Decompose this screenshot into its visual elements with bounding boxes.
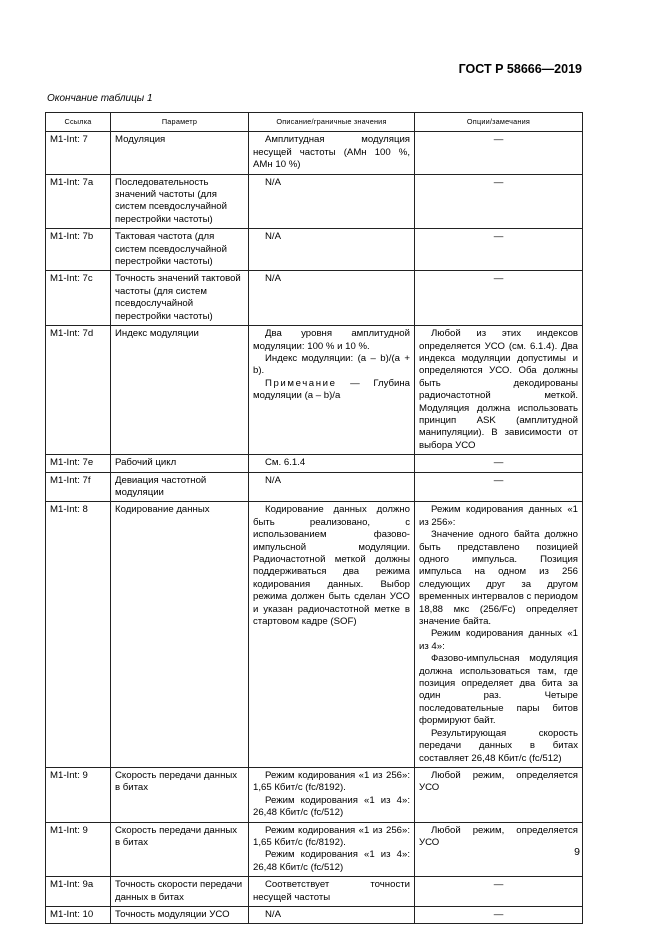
cell-options <box>415 326 583 455</box>
note-label: Примечание <box>265 377 337 389</box>
cell-parameter: Скорость передачи данных в битах <box>111 767 249 822</box>
cell-ref: M1-Int: 7d <box>46 326 111 455</box>
cell-description <box>249 767 415 822</box>
cell-ref: M1-Int: 9 <box>46 822 111 877</box>
options-paragraph: — <box>493 879 504 891</box>
options-paragraph: — <box>493 231 504 243</box>
note-text: — Глубина модуляции (a – b)/a <box>253 377 410 402</box>
cell-ref: M1-Int: 7c <box>46 271 111 326</box>
description-paragraph: Режим кодирования «1 из 4»: 26,48 Кбит/с (fc/512) <box>253 849 410 873</box>
cell-description <box>249 877 415 907</box>
options-paragraph: Фазово-импульсная модуляция должна использоваться там, где позиция определяет два бита за один раз. Четыре последовательные пары битов формируют байт. <box>419 653 578 727</box>
table-row <box>46 326 583 455</box>
cell-options <box>415 822 583 877</box>
cell-parameter: Кодирование данных <box>111 502 249 768</box>
cell-parameter: Индекс модуляции <box>111 326 249 455</box>
description-paragraph: N/A <box>265 231 281 243</box>
options-paragraph: — <box>493 457 504 469</box>
cell-parameter: Рабочий цикл <box>111 455 249 472</box>
cell-ref: M1-Int: 10 <box>46 906 111 923</box>
description-paragraph: Кодирование данных должно быть реализовано, с использованием фазово-импульсной модуляции. Радиочастотной меткой должны поддерживаться два режима кодирования данных. Выбор режима должен быть сделан УСО и указан радиочастотной метке в стартовом кадре (SOF) <box>253 504 410 628</box>
cell-ref: M1-Int: 7e <box>46 455 111 472</box>
cell-description <box>249 822 415 877</box>
cell-description <box>249 472 415 502</box>
cell-description <box>249 174 415 229</box>
table-body <box>46 132 583 924</box>
cell-options <box>415 906 583 923</box>
cell-ref: M1-Int: 7a <box>46 174 111 229</box>
options-paragraph: Режим кодирования данных «1 из 4»: <box>419 628 578 652</box>
cell-options <box>415 767 583 822</box>
options-paragraph: — <box>493 176 504 188</box>
cell-options <box>415 472 583 502</box>
options-paragraph: — <box>493 273 504 285</box>
cell-description <box>249 326 415 455</box>
spec-table <box>45 112 583 924</box>
description-paragraph: Амплитудная модуляция несущей частоты (АМн 100 %, АМн 10 %) <box>253 134 410 171</box>
table-row <box>46 229 583 271</box>
cell-parameter: Тактовая частота (для систем псевдослучайной перестройки частоты) <box>111 229 249 271</box>
table-row <box>46 132 583 174</box>
cell-ref: M1-Int: 9a <box>46 877 111 907</box>
description-paragraph: Режим кодирования «1 из 4»: 26,48 Кбит/с (fc/512) <box>253 794 410 819</box>
cell-parameter: Точность модуляции УСО <box>111 906 249 923</box>
description-paragraph: Режим кодирования «1 из 256»: 1,65 Кбит/с (fc/8192). <box>253 824 410 848</box>
cell-ref: M1-Int: 7 <box>46 132 111 174</box>
cell-description <box>249 906 415 923</box>
cell-description <box>249 132 415 174</box>
cell-options <box>415 271 583 326</box>
document-code: ГОСТ Р 58666—2019 <box>458 62 582 76</box>
cell-description <box>249 271 415 326</box>
table-caption: Окончание таблицы 1 <box>47 93 153 104</box>
cell-options <box>415 229 583 271</box>
options-paragraph: Режим кодирования данных «1 из 256»: <box>419 504 578 528</box>
cell-options <box>415 455 583 472</box>
options-paragraph: Значение одного байта должно быть представлено позицией одного импульса. Позиция импульса на одном из 256 следующих друг за другом временных интервалов с периодом 18,88 мкс (256/Fc) определяет значение байта. <box>419 529 578 628</box>
note <box>253 378 410 403</box>
header-parameter: Параметр <box>111 113 249 132</box>
cell-ref: M1-Int: 7f <box>46 472 111 502</box>
table-row <box>46 502 583 768</box>
options-paragraph: Любой режим, определяется УСО <box>419 769 578 794</box>
options-paragraph: Любой режим, определяется УСО <box>419 824 578 848</box>
header-description: Описание/граничные значения <box>249 113 415 132</box>
table-header-row <box>46 113 583 132</box>
table-row <box>46 767 583 822</box>
cell-parameter: Последовательность значений частоты (для систем псевдослучайной перестройки частоты) <box>111 174 249 229</box>
options-paragraph: — <box>493 474 504 486</box>
options-paragraph: Результирующая скорость передачи данных в битах составляет 26,48 Кбит/с (fc/512) <box>419 727 578 764</box>
cell-description <box>249 455 415 472</box>
header-ref: Ссылка <box>46 113 111 132</box>
cell-parameter: Точность скорости передачи данных в битах <box>111 877 249 907</box>
options-paragraph: — <box>493 908 504 920</box>
cell-parameter: Модуляция <box>111 132 249 174</box>
description-paragraph: Соответствует точности несущей частоты <box>253 879 410 903</box>
cell-options <box>415 502 583 768</box>
description-paragraph: N/A <box>265 474 281 486</box>
cell-options <box>415 877 583 907</box>
table-row <box>46 472 583 502</box>
cell-description <box>249 229 415 271</box>
cell-ref: M1-Int: 8 <box>46 502 111 768</box>
description-paragraph: Режим кодирования «1 из 256»: 1,65 Кбит/с (fc/8192). <box>253 769 410 794</box>
cell-ref: M1-Int: 7b <box>46 229 111 271</box>
table-row <box>46 822 583 877</box>
description-paragraph: Два уровня амплитудной модуляции: 100 % и 10 %. <box>253 328 410 352</box>
cell-ref: M1-Int: 9 <box>46 767 111 822</box>
cell-parameter: Скорость передачи данных в битах <box>111 822 249 877</box>
table-row <box>46 174 583 229</box>
page-number: 9 <box>574 846 580 858</box>
table-row <box>46 906 583 923</box>
table-row <box>46 455 583 472</box>
description-paragraph: N/A <box>265 176 281 188</box>
cell-options <box>415 174 583 229</box>
cell-description <box>249 502 415 768</box>
table-row <box>46 271 583 326</box>
description-paragraph: N/A <box>265 908 281 920</box>
options-paragraph: Любой из этих индексов определяется УСО (см. 6.1.4). Два индекса модуляции допустимы и определяются УСО. Оба должны быть декодированы радиочастотной меткой. Модуляция должна использовать принцип ASK (амплитудной манипуляции). В зависимости от выбора УСО <box>419 328 578 451</box>
table-row <box>46 877 583 907</box>
description-paragraph: N/A <box>265 273 281 285</box>
header-options: Опции/замечания <box>415 113 583 132</box>
cell-parameter: Девиация частотной модуляции <box>111 472 249 502</box>
cell-options <box>415 132 583 174</box>
cell-parameter: Точность значений тактовой частоты (для систем псевдослучайной перестройки частоты) <box>111 271 249 326</box>
description-paragraph: Индекс модуляции: (a – b)/(a + b). <box>253 352 410 377</box>
description-paragraph: См. 6.1.4 <box>265 457 306 469</box>
options-paragraph: — <box>493 134 504 146</box>
